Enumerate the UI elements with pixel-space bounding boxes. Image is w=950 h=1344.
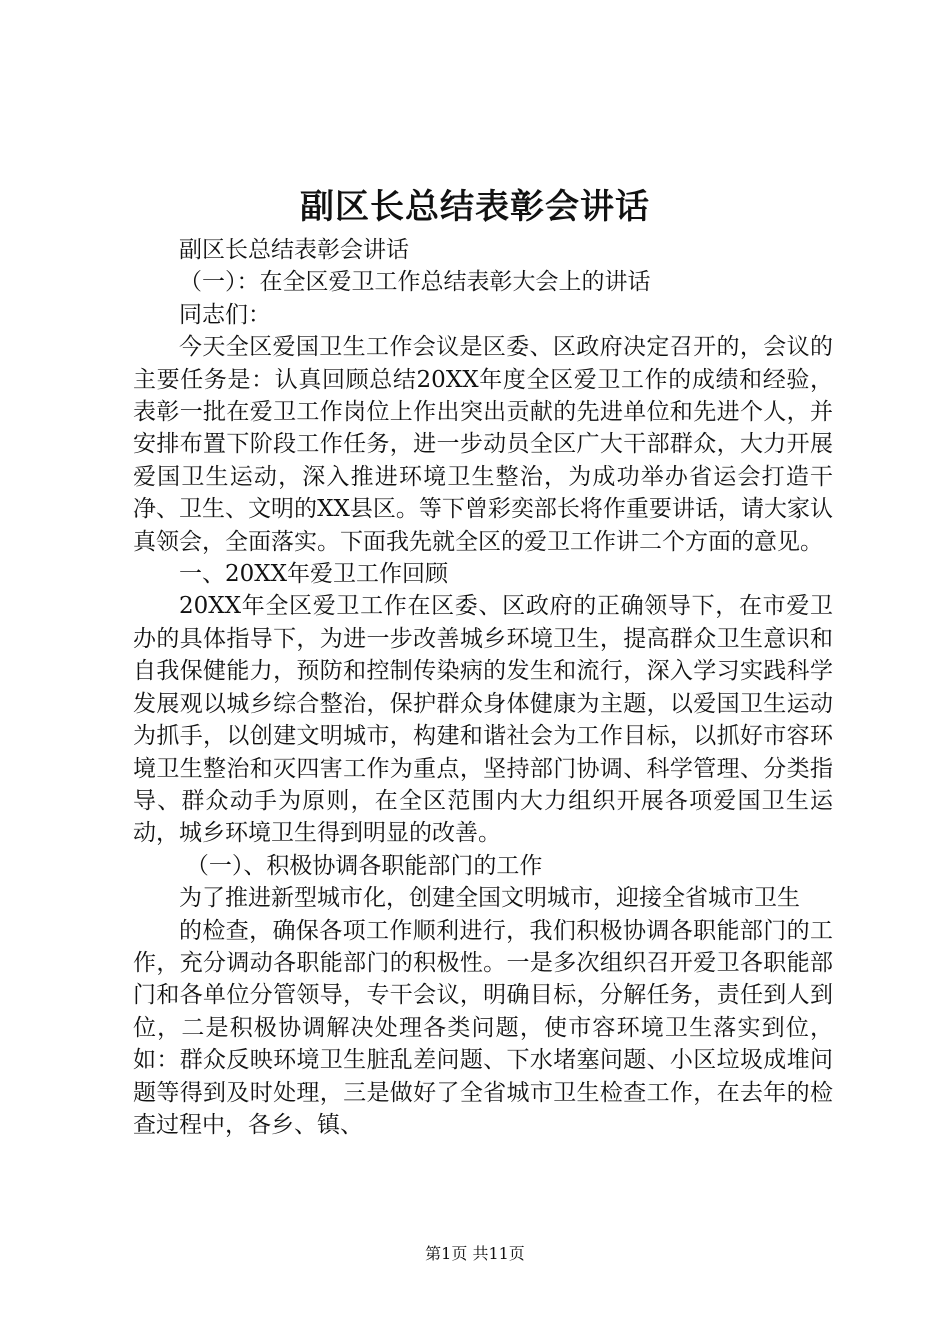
paragraph-body: 今天全区爱国卫生工作会议是区委、区政府决定召开的，会议的主要任务是：认真回顾总结20XX年度全区爱卫工作的成绩和经验，表彰一批在爱卫工作岗位上作出突出贡献的先进单位和先进个人，并安排布置下阶段工作任务，进一步动员全区广大干部群众，大力开展爱国卫生运动，深入推进环境卫生整治，为成功举办省运会打造干净、卫生、文明的XX县区。等下曾彩奕部长将作重要讲话，请大家认真领会，全面落实。下面我先就全区的爱卫工作讲二个方面的意见。: [133, 334, 833, 555]
page-number-footer: 第1页 共11页: [425, 1244, 525, 1263]
paragraph-subheading: （一）、积极协调各职能部门的工作: [185, 852, 543, 879]
paragraph-heading: 一、20XX年爱卫工作回顾: [179, 561, 449, 588]
paragraph-salutation: 同志们：: [179, 301, 271, 328]
paragraph-subtitle: 副区长总结表彰会讲话: [179, 237, 409, 263]
paragraph-body: 的检查，确保各项工作顺利进行，我们积极协调各职能部门的工作，充分调动各职能部门的积极性。一是多次组织召开爱卫各职能部门和各单位分管领导，专干会议，明确目标，分解任务，责任到人到位，二是积极协调解决处理各类问题，使市容环境卫生落实到位，如：群众反映环境卫生脏乱差问题、下水堵塞问题、小区垃圾成堆问题等得到及时处理，三是做好了全省城市卫生检查工作，在去年的检查过程中，各乡、镇、: [133, 917, 833, 1138]
document-body: [133, 234, 833, 1141]
paragraph-body: 为了推进新型城市化，创建全国文明城市，迎接全省城市卫生: [179, 885, 800, 912]
document-title: 副区长总结表彰会讲话: [300, 187, 650, 227]
paragraph-section-heading: （一）：在全区爱卫工作总结表彰大会上的讲话: [179, 269, 651, 296]
paragraph-body: 20XX年全区爱卫工作在区委、区政府的正确领导下，在市爱卫办的具体指导下，为进一步改善城乡环境卫生，提高群众卫生意识和自我保健能力，预防和控制传染病的发生和流行，深入学习实践科学发展观以城乡综合整治，保护群众身体健康为主题，以爱国卫生运动为抓手，以创建文明城市，构建和谐社会为工作目标，以抓好市容环境卫生整治和灭四害工作为重点，坚持部门协调、科学管理、分类指导、群众动手为原则，在全区范围内大力组织开展各项爱国卫生运动，城乡环境卫生得到明显的改善。: [133, 593, 833, 847]
